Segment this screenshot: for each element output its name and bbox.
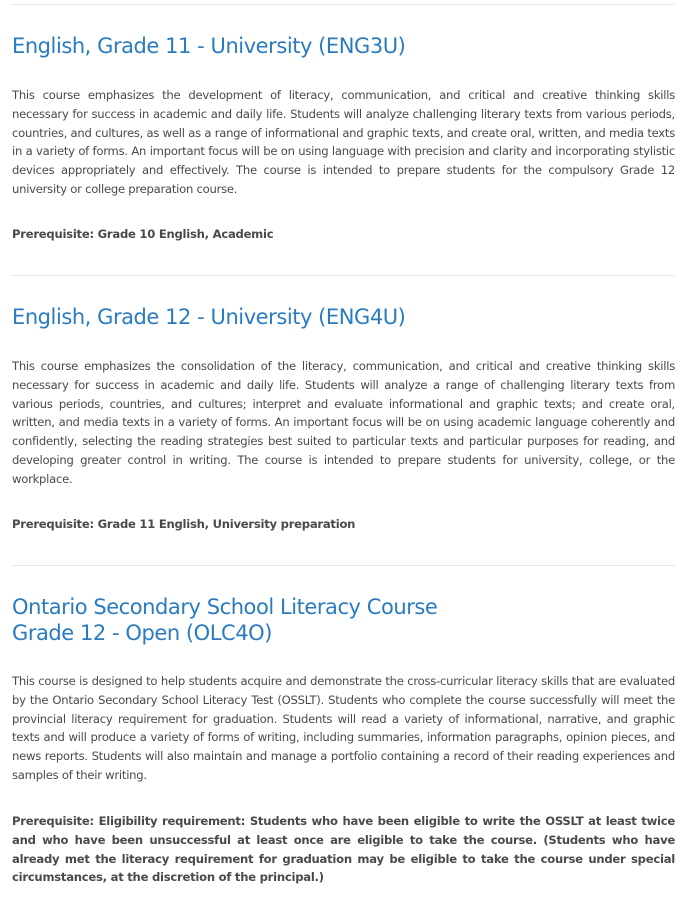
prerequisite-label: Prerequisite: <box>12 814 94 828</box>
prerequisite-value: Eligibility requirement: Students who have been eligible to write the OSSLT at least twice and who have been unsuccessful at least once are eligible to take the course. (Students who have already met the literacy requirement for graduation may be eligible to take the course under special circumstances, at the discretion of the principal.) <box>12 814 675 885</box>
course-description: This course emphasizes the consolidation of the literacy, communication, and critical and creative thinking skills necessary for success in academic and daily life. Students will analyze a range of challenging literary texts from various periods, countries, and cultures; interpret and evaluate informational and graphic texts; and create oral, written, and media texts in a variety of forms. An important focus will be on using academic language coherently and confidently, selecting the reading strategies best suited to particular texts and particular purposes for reading, and developing greater control in writing. The course is intended to prepare students for university, college, or the workplace. <box>12 359 675 486</box>
course-title: English, Grade 12 - University (ENG4U) <box>12 305 406 329</box>
course-description: This course emphasizes the development of literacy, communication, and critical and creative thinking skills necessary for success in academic and daily life. Students will analyze challenging literary texts from various periods, countries, and cultures, as well as a range of informational and graphic texts, and create oral, written, and media texts in a variety of forms. An important focus will be on using language with precision and clarity and incorporating stylistic devices appropriately and effectively. The course is intended to prepare students for the compulsory Grade 12 university or college preparation course. <box>12 88 675 196</box>
section-divider <box>12 275 675 276</box>
section-divider <box>12 4 675 5</box>
prerequisite-value: Grade 10 English, Academic <box>97 227 274 241</box>
course-prerequisite <box>12 515 675 534</box>
course-description: This course is designed to help students acquire and demonstrate the cross-curricular literacy skills that are evaluated by the Ontario Secondary School Literacy Test (OSSLT). Students who complete the course successfully will meet the provincial literacy requirement for graduation. Students will read a variety of informational, narrative, and graphic texts and will produce a variety of forms of writing, including summaries, information paragraphs, opinion pieces, and news reports. Students will also maintain and manage a portfolio containing a record of their reading experiences and samples of their writing. <box>12 674 675 782</box>
prerequisite-value: Grade 11 English, University preparation <box>97 517 356 531</box>
course-title <box>12 594 437 646</box>
course-prerequisite <box>12 812 675 887</box>
prerequisite-label: Prerequisite: <box>12 517 94 531</box>
course-title-line-1: Ontario Secondary School Literacy Course <box>12 595 438 619</box>
course-title: English, Grade 11 - University (ENG3U) <box>12 34 406 58</box>
course-prerequisite <box>12 225 675 244</box>
prerequisite-label: Prerequisite: <box>12 227 94 241</box>
section-divider <box>12 565 675 566</box>
course-title-line-2: Grade 12 - Open (OLC4O) <box>12 621 272 645</box>
